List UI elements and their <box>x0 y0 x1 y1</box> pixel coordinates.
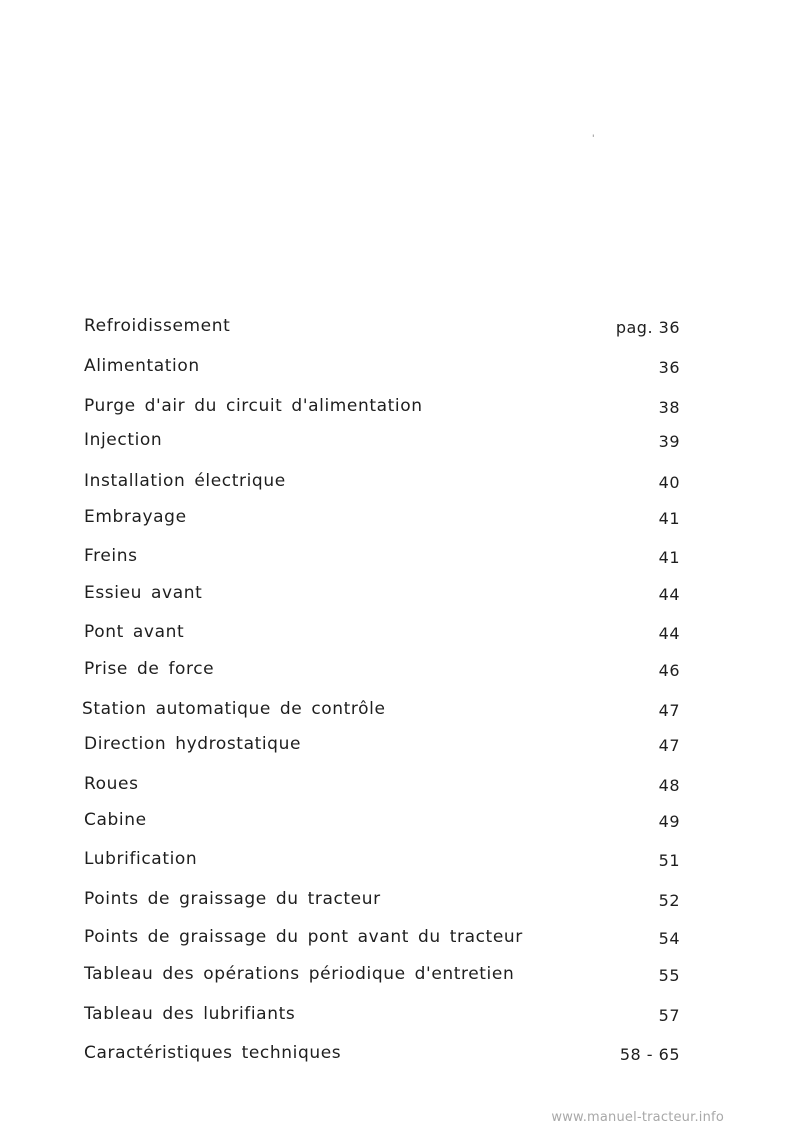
toc-entry[interactable] <box>0 734 800 764</box>
toc-entry-page: 40 <box>658 473 680 492</box>
toc-entry[interactable] <box>0 546 800 576</box>
toc-entry-title: Tableau des opérations périodique d'entretien <box>84 964 515 984</box>
toc-entry-page: 39 <box>658 432 680 451</box>
toc-entry-title: Tableau des lubrifiants <box>84 1004 296 1024</box>
toc-entry-title: Direction hydrostatique <box>84 734 301 754</box>
toc-entry-page: 48 <box>658 776 680 795</box>
toc-entry-title: Injection <box>84 430 163 450</box>
toc-entry-title: Cabine <box>84 810 147 830</box>
toc-entry-page: 47 <box>658 701 680 720</box>
toc-entry-page: 46 <box>658 661 680 680</box>
toc-entry-title: Purge d'air du circuit d'alimentation <box>84 396 423 416</box>
toc-entry-page: 49 <box>658 812 680 831</box>
toc-entry-page: 41 <box>658 509 680 528</box>
toc-entry-page: 44 <box>658 624 680 643</box>
toc-entry-title: Lubrification <box>84 849 198 869</box>
toc-entry[interactable] <box>0 927 800 957</box>
toc-entry-page: 47 <box>658 736 680 755</box>
toc-entry-title: Alimentation <box>84 356 200 376</box>
toc-entry-title: Station automatique de contrôle <box>82 699 386 719</box>
toc-entry[interactable] <box>0 622 800 652</box>
toc-entry-title: Refroidissement <box>84 316 231 336</box>
toc-entry[interactable] <box>0 810 800 840</box>
toc-entry-page: 52 <box>658 891 680 910</box>
toc-entry-page: 36 <box>658 358 680 377</box>
toc-entry[interactable] <box>0 583 800 613</box>
toc-entry-page: 44 <box>658 585 680 604</box>
toc-entry-page: 57 <box>658 1006 680 1025</box>
toc-entry-title: Points de graissage du pont avant du tracteur <box>84 927 523 947</box>
toc-entry-title: Roues <box>84 774 139 794</box>
toc-entry-title: Caractéristiques techniques <box>84 1043 342 1063</box>
toc-entry-page: 41 <box>658 548 680 567</box>
toc-entry-title: Freins <box>84 546 138 566</box>
toc-entry-title: Pont avant <box>84 622 185 642</box>
toc-entry-title: Installation électrique <box>84 471 286 491</box>
toc-entry-page: 55 <box>658 966 680 985</box>
toc-entry[interactable] <box>0 396 800 426</box>
toc-entry[interactable] <box>0 1043 800 1073</box>
toc-entry[interactable] <box>0 316 800 346</box>
toc-entry-title: Points de graissage du tracteur <box>84 889 381 909</box>
toc-entry-title: Embrayage <box>84 507 187 527</box>
toc-entry-page: pag. 36 <box>615 318 680 337</box>
toc-entry-title: Essieu avant <box>84 583 203 603</box>
toc-entry[interactable] <box>0 430 800 460</box>
toc-entry-title: Prise de force <box>84 659 215 679</box>
toc-entry[interactable] <box>0 849 800 879</box>
toc-entry[interactable] <box>0 659 800 689</box>
toc-entry[interactable] <box>0 356 800 386</box>
scan-speck: ' <box>592 134 595 144</box>
toc-entry-page: 38 <box>658 398 680 417</box>
toc-entry-page: 51 <box>658 851 680 870</box>
toc-entry[interactable] <box>0 507 800 537</box>
toc-entry[interactable] <box>0 964 800 994</box>
website-watermark: www.manuel-tracteur.info <box>551 1110 724 1125</box>
toc-entry-page: 58 - 65 <box>619 1045 680 1064</box>
toc-entry[interactable] <box>0 1004 800 1034</box>
toc-entry[interactable] <box>0 699 800 729</box>
toc-entry-page: 54 <box>658 929 680 948</box>
toc-entry[interactable] <box>0 471 800 501</box>
toc-entry[interactable] <box>0 774 800 804</box>
toc-entry[interactable] <box>0 889 800 919</box>
